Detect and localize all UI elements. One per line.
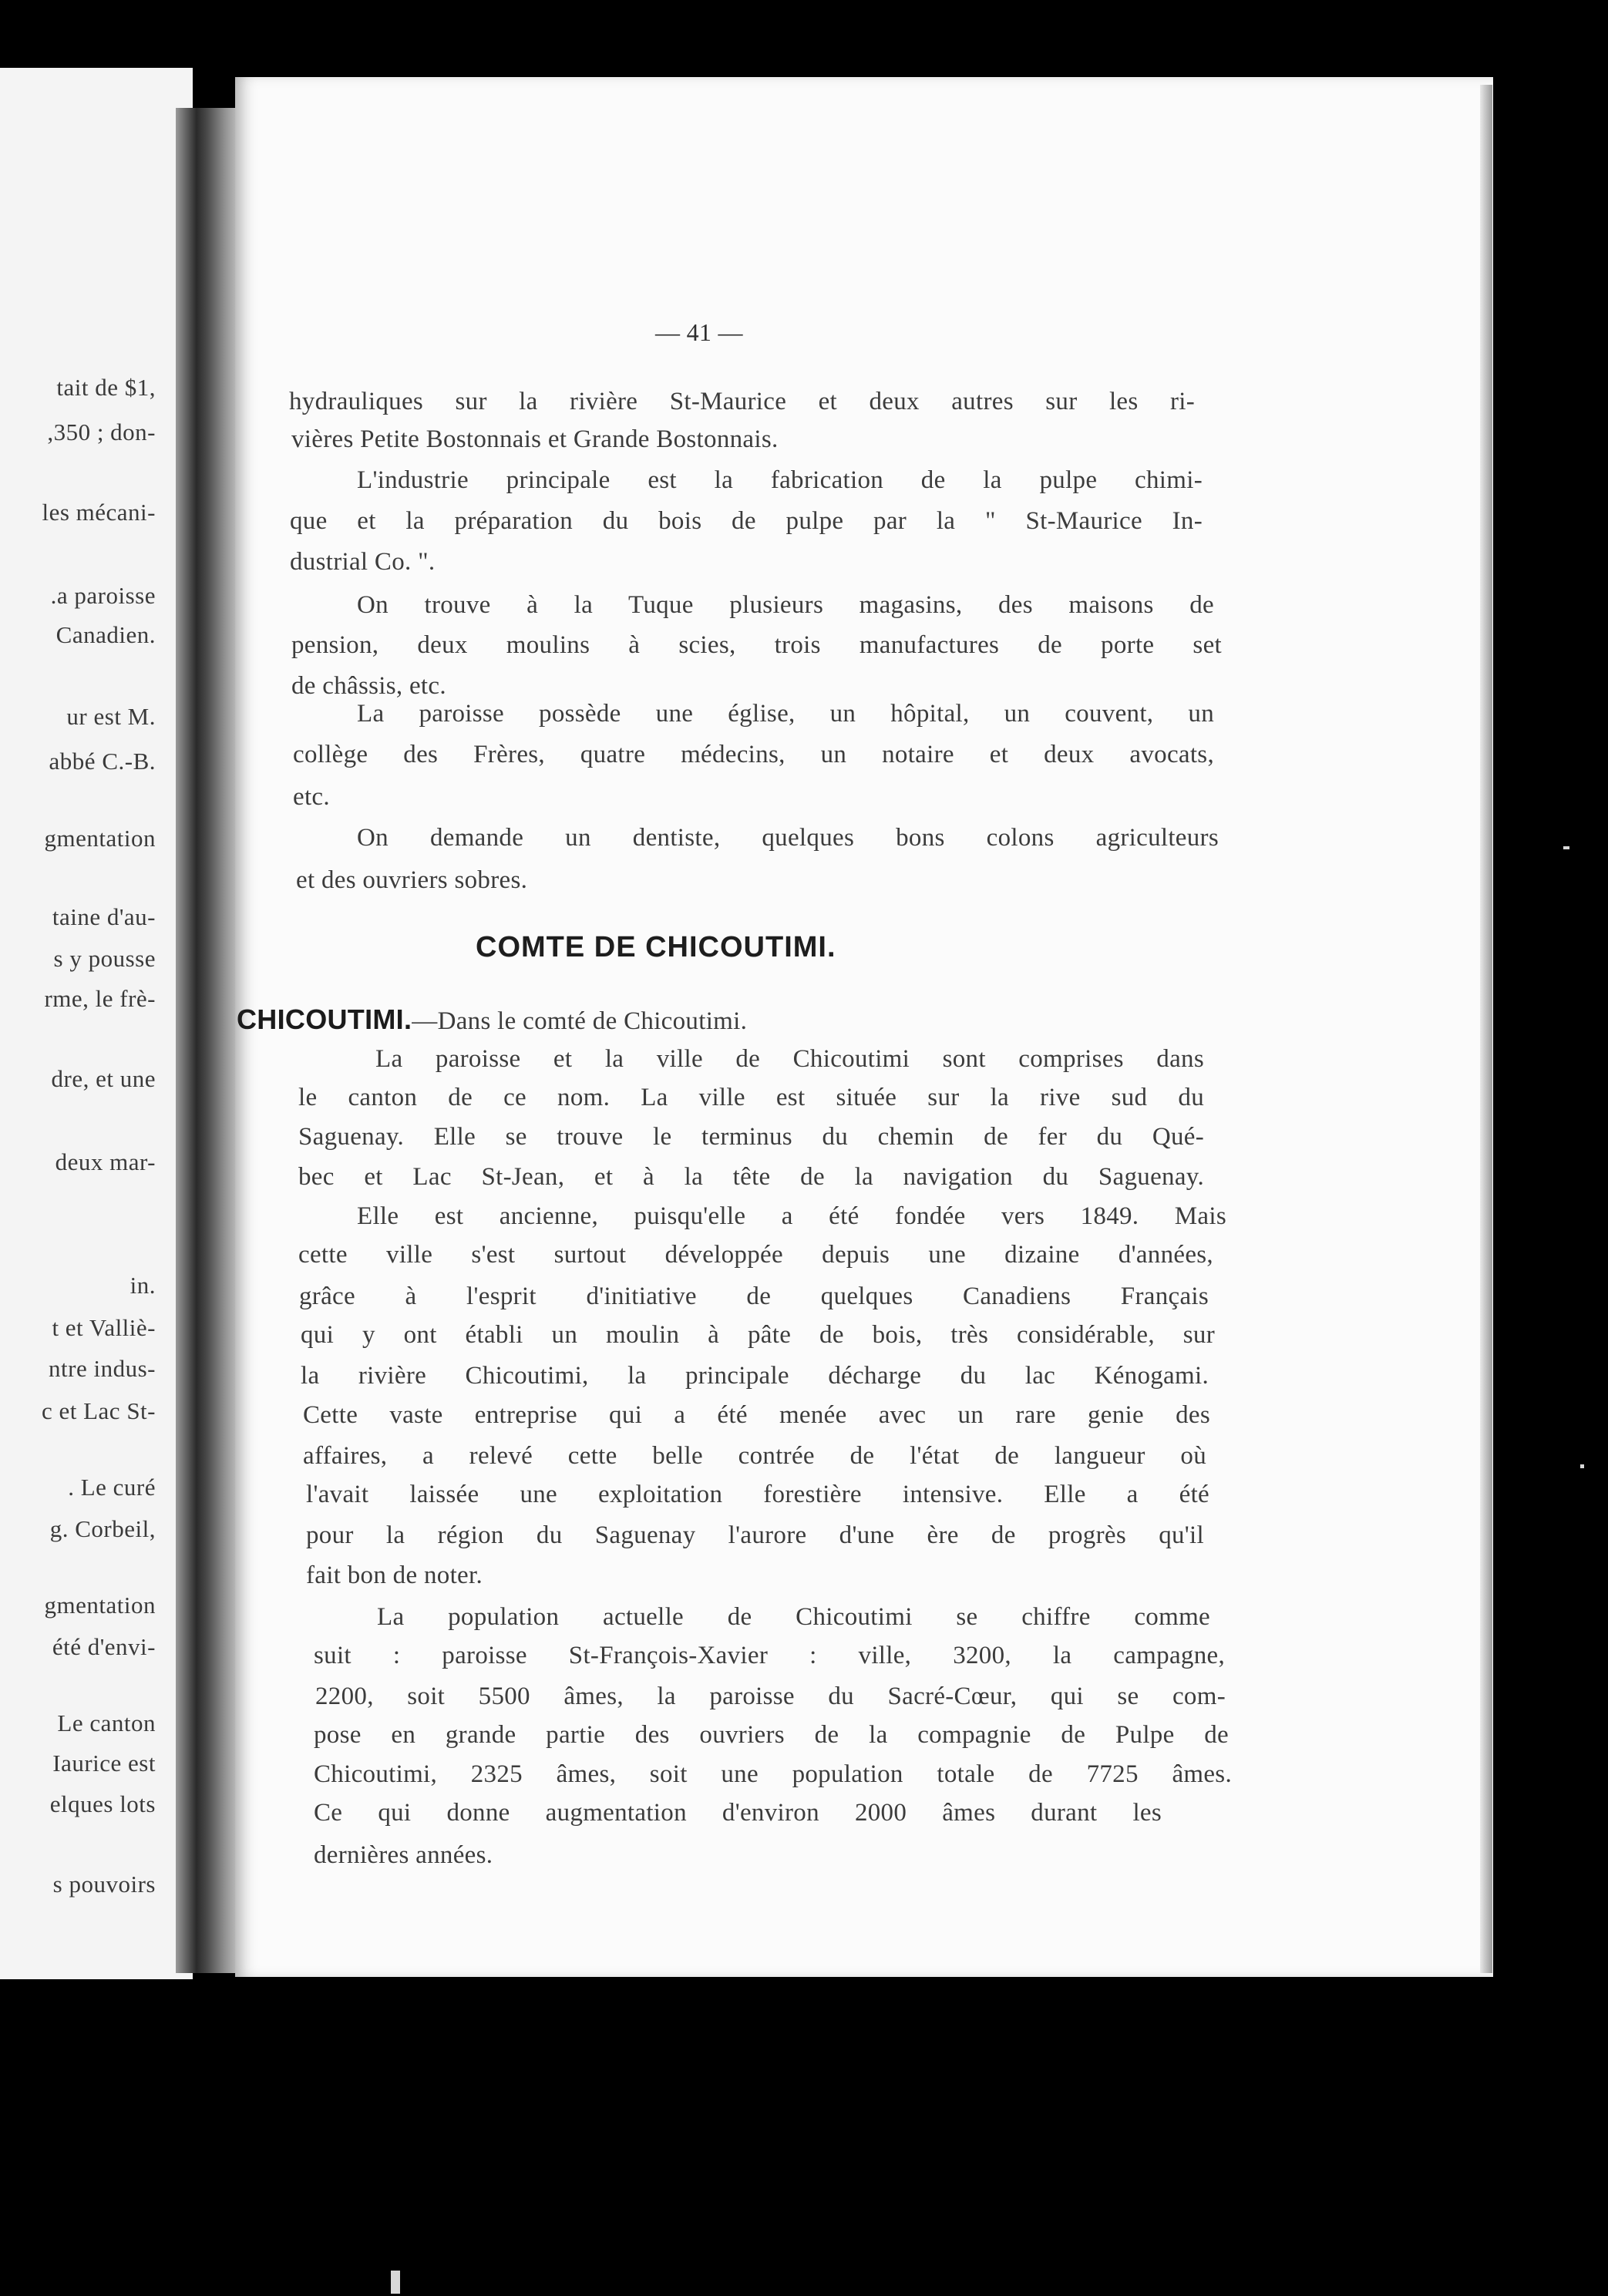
facing-page-line: tait de $1, xyxy=(56,374,156,401)
text-line: etc. xyxy=(293,783,330,811)
facing-page-line: elques lots xyxy=(49,1790,156,1817)
text-line: vières Petite Bostonnais et Grande Bostonnais. xyxy=(291,425,779,453)
facing-page-line: . Le curé xyxy=(68,1474,156,1501)
page-number: — 41 — xyxy=(655,318,743,346)
text-line: qui y ont établi un moulin à pâte de bois, très considérable, sur xyxy=(301,1321,1215,1349)
text-line: et des ouvriers sobres. xyxy=(296,866,528,894)
facing-page-line: c et Lac St- xyxy=(41,1397,156,1424)
text-line: Saguenay. Elle se trouve le terminus du chemin de fer du Qué- xyxy=(298,1123,1204,1151)
page-main xyxy=(235,77,1493,1977)
facing-page-line: deux mar- xyxy=(55,1148,156,1175)
text-line: L'industrie principale est la fabrication de la pulpe chimi- xyxy=(357,466,1203,494)
text-line: collège des Frères, quatre médecins, un notaire et deux avocats, xyxy=(293,741,1214,768)
text-line: 2200, soit 5500 âmes, la paroisse du Sacré-Cœur, qui se com- xyxy=(315,1683,1226,1710)
text-line: pose en grande partie des ouvriers de la compagnie de Pulpe de xyxy=(314,1721,1229,1749)
text-line: la rivière Chicoutimi, la principale décharge du lac Kénogami. xyxy=(301,1362,1209,1390)
text-line: hydrauliques sur la rivière St-Maurice et deux autres sur les ri- xyxy=(289,388,1195,415)
page-edge xyxy=(1480,85,1492,1973)
facing-page-line: les mécani- xyxy=(42,499,156,526)
facing-page-line: g. Corbeil, xyxy=(49,1515,156,1542)
facing-page-line: ntre indus- xyxy=(49,1355,156,1382)
text-line: Chicoutimi, 2325 âmes, soit une population totale de 7725 âmes. xyxy=(314,1760,1232,1788)
text-line: bec et Lac St-Jean, et à la tête de la navigation du Saguenay. xyxy=(298,1163,1204,1191)
text-line: dustrial Co. ". xyxy=(290,548,436,576)
facing-page-line: rme, le frè- xyxy=(44,985,156,1012)
facing-page-line: dre, et une xyxy=(51,1065,156,1092)
facing-page-line: gmentation xyxy=(44,1592,156,1619)
text-line: On trouve à la Tuque plusieurs magasins, des maisons de xyxy=(357,591,1214,619)
text-line: Cette vaste entreprise qui a été menée avec un rare genie des xyxy=(303,1401,1210,1429)
facing-page-line: abbé C.-B. xyxy=(49,748,156,775)
text-line: affaires, a relevé cette belle contrée de l'état de langueur où xyxy=(303,1442,1206,1470)
text-line: La population actuelle de Chicoutimi se chiffre comme xyxy=(377,1603,1210,1631)
section-lead xyxy=(237,1003,747,1036)
facing-page-line: Le canton xyxy=(57,1709,156,1736)
facing-page-line: in. xyxy=(130,1272,156,1299)
text-line: que et la préparation du bois de pulpe par la " St-Maurice In- xyxy=(290,507,1203,535)
text-line: dernières années. xyxy=(314,1841,493,1869)
text-line: La paroisse possède une église, un hôpital, un couvent, un xyxy=(357,700,1214,728)
facing-page-line: taine d'au- xyxy=(52,903,156,930)
text-line: Elle est ancienne, puisqu'elle a été fondée vers 1849. Mais xyxy=(357,1202,1226,1230)
section-lead-text: —Dans le comté de Chicoutimi. xyxy=(412,1007,748,1035)
text-line: pension, deux moulins à scies, trois manufactures de porte set xyxy=(291,631,1222,659)
scan-speck xyxy=(1580,1464,1584,1468)
facing-page-line: Iaurice est xyxy=(52,1750,156,1777)
scan-speck xyxy=(391,2271,400,2294)
text-line: pour la région du Saguenay l'aurore d'une ère de progrès qu'il xyxy=(306,1521,1204,1549)
facing-page-line: s pouvoirs xyxy=(52,1871,156,1898)
facing-page-line: Canadien. xyxy=(56,621,156,648)
facing-page-line: ,350 ; don- xyxy=(47,419,156,445)
text-line: suit : paroisse St-François-Xavier : ville, 3200, la campagne, xyxy=(314,1642,1225,1669)
text-line: fait bon de noter. xyxy=(306,1561,483,1589)
text-line: Ce qui donne augmentation d'environ 2000 âmes durant les xyxy=(314,1799,1162,1827)
facing-page-line: s y pousse xyxy=(53,945,156,972)
section-lead-title: CHICOUTIMI. xyxy=(237,1003,412,1035)
text-line: l'avait laissée une exploitation forestière intensive. Elle a été xyxy=(306,1481,1209,1508)
facing-page-line: gmentation xyxy=(44,825,156,852)
text-line: cette ville s'est surtout développée depuis une dizaine d'années, xyxy=(298,1241,1213,1269)
scan-speck xyxy=(1563,846,1569,849)
text-line: le canton de ce nom. La ville est située sur la rive sud du xyxy=(298,1084,1204,1111)
facing-page-line: t et Valliè- xyxy=(52,1314,156,1341)
text-line: On demande un dentiste, quelques bons colons agriculteurs xyxy=(357,824,1219,852)
facing-page-line: été d'envi- xyxy=(52,1633,156,1660)
text-line: La paroisse et la ville de Chicoutimi sont comprises dans xyxy=(375,1045,1204,1073)
text-line: de châssis, etc. xyxy=(291,672,446,700)
facing-page-line: ur est M. xyxy=(66,703,156,730)
facing-page-line: .a paroisse xyxy=(50,582,156,609)
text-line: grâce à l'esprit d'initiative de quelques Canadiens Français xyxy=(299,1282,1209,1310)
county-heading: COMTE DE CHICOUTIMI. xyxy=(476,931,836,963)
facing-page-left xyxy=(0,68,193,1979)
